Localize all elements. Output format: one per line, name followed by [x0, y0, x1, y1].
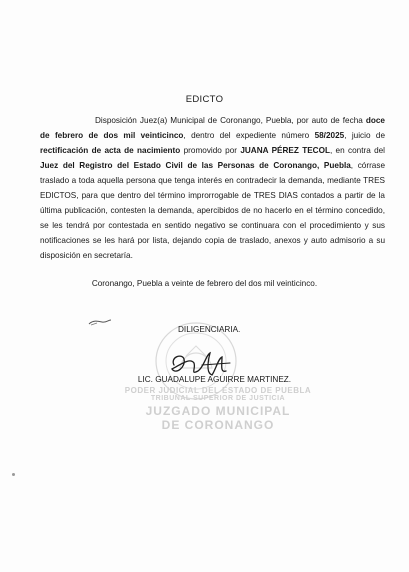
edict-paragraph — [40, 113, 385, 263]
document-title: EDICTO — [185, 94, 224, 105]
stamp-line-3: JUZGADO MUNICIPAL — [145, 404, 291, 419]
defendant-name: Juez del Registro del Estado Civil de las Personas de Coronango, Puebla — [40, 161, 351, 170]
stamp-line-4: DE CORONANGO — [161, 418, 275, 433]
court-stamp — [118, 386, 318, 433]
scan-speck — [12, 473, 15, 476]
stamp-line-2: TRIBUNAL SUPERIOR DE JUSTICIA — [150, 395, 286, 403]
resolution-date: doce de febrero de dos mil veinticinco — [40, 116, 385, 140]
para-start: Disposición Juez(a) Municipal de Coronango, Puebla, por auto de fecha — [95, 116, 366, 125]
signer-role: DILIGENCIARIA. — [178, 325, 241, 334]
signer-name: LIC. GUADALUPE AGUIRRE MARTINEZ. — [137, 375, 292, 384]
para-rest: , córrase traslado a toda aquella persona que tenga interés en contradecir la demanda, mediante TRES EDICTOS, para que dentro del término improrrogable de TRES DIAS contados a partir de la última publicación, contesten la demanda, apercibidos de no hacerlo en el término concedido, se les tendrá por contestada en sentido negativo se continuara con el procedimiento y sus notificaciones se les hará por lista, dejando copia de traslado, anexos y auto admisorio a su disposición en secretaría. — [40, 161, 385, 260]
edict-body — [40, 113, 385, 263]
file-number: 58/2025 — [314, 131, 345, 140]
stamp-line-1: PODER JUDICIAL DEL ESTADO DE PUEBLA — [124, 386, 312, 395]
against-text: , en contra del — [329, 146, 386, 155]
after-date: , dentro del expediente número — [183, 131, 315, 140]
place-date: Coronango, Puebla a veinte de febrero del dos mil veinticinco. — [91, 279, 318, 288]
promoted-by: promovido por — [180, 146, 241, 155]
process-type: rectificación de acta de nacimiento — [40, 146, 181, 155]
after-file: , juicio de — [344, 131, 385, 140]
pen-mark — [88, 318, 112, 326]
promoter-name: JUANA PÉREZ TECOL — [240, 146, 330, 155]
